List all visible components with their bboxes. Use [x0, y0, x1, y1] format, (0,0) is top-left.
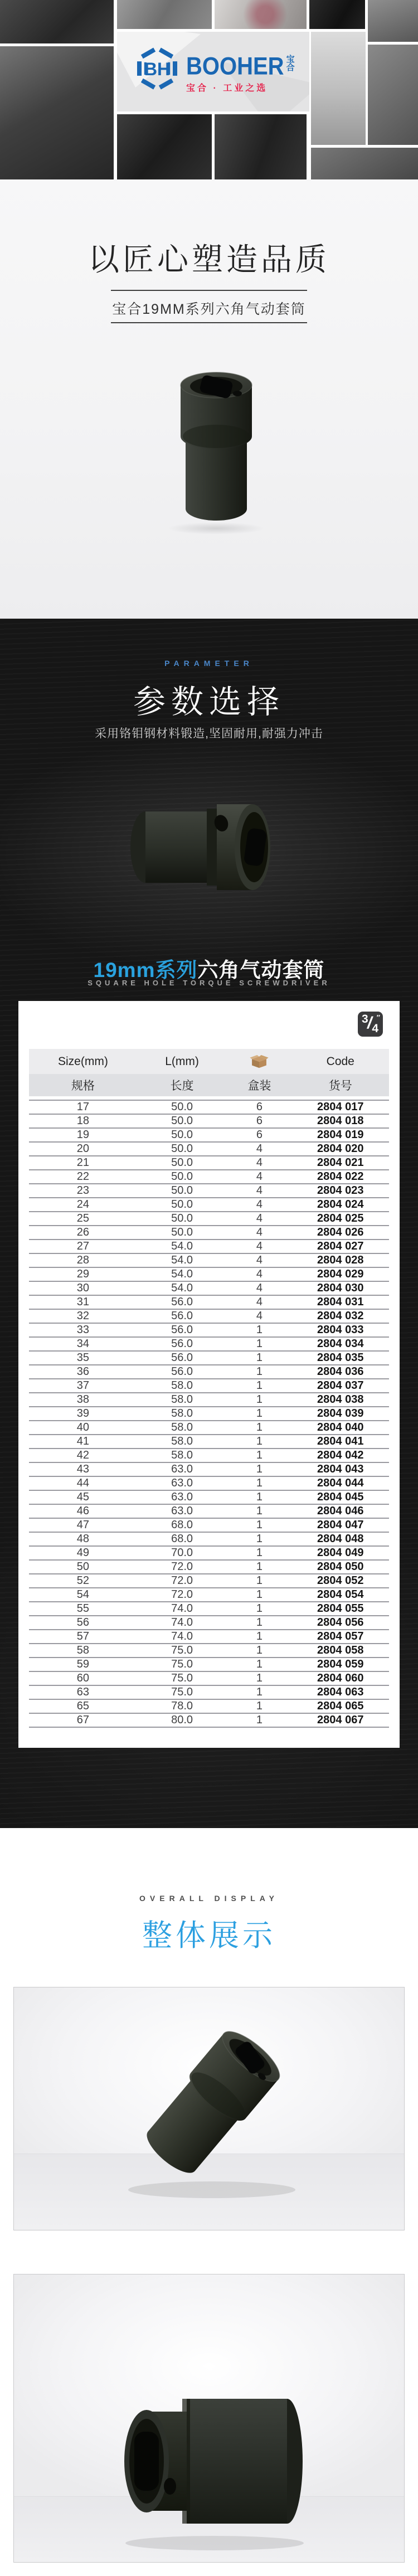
cell-qty: 4	[256, 1254, 263, 1266]
badge-slash: /	[367, 1014, 372, 1032]
cell-size: 49	[76, 1547, 90, 1559]
cell-qty: 1	[256, 1393, 263, 1406]
cell-code: 2804 065	[317, 1700, 364, 1712]
cell-size: 30	[76, 1282, 90, 1294]
divider-line	[111, 290, 307, 291]
column-header-size: Size(mm)	[57, 1054, 108, 1068]
cell-size: 26	[76, 1226, 90, 1238]
table-row	[29, 1393, 389, 1407]
table-row	[29, 1714, 389, 1728]
section-title: 整体展示	[142, 1919, 276, 1952]
cell-qty: 4	[256, 1282, 263, 1294]
column-header-length-cn: 长度	[170, 1080, 194, 1092]
product-photo-card-tilted	[13, 1987, 405, 2230]
cell-size: 57	[76, 1630, 90, 1642]
cell-code: 2804 023	[317, 1184, 364, 1197]
cell-code: 2804 027	[317, 1240, 364, 1252]
cell-size: 54	[76, 1588, 90, 1601]
booher-hexagon-logo-icon	[135, 45, 179, 92]
cell-code: 2804 050	[317, 1561, 364, 1573]
cell-qty: 1	[256, 1324, 263, 1336]
table-row	[29, 1561, 389, 1574]
table-row	[29, 1686, 389, 1700]
cell-qty: 1	[256, 1714, 263, 1726]
cell-size: 59	[76, 1658, 90, 1670]
table-row	[29, 1156, 389, 1170]
collage-photo	[0, 46, 114, 179]
cell-size: 19	[76, 1129, 90, 1141]
collage-photo	[309, 0, 365, 29]
product-photo-horizontal-socket	[98, 2369, 320, 2553]
cell-code: 2804 055	[317, 1602, 364, 1615]
column-header-code-cn: 货号	[328, 1080, 352, 1092]
cell-length: 56.0	[171, 1310, 193, 1322]
cell-size: 65	[76, 1700, 90, 1712]
cell-qty: 6	[256, 1101, 263, 1113]
cell-code: 2804 032	[317, 1310, 364, 1322]
cell-size: 43	[76, 1463, 90, 1475]
cell-qty: 1	[256, 1588, 263, 1601]
badge-numerator: 3	[362, 1013, 368, 1025]
table-row	[29, 1254, 389, 1268]
cell-code: 2804 060	[317, 1672, 364, 1684]
table-row	[29, 1143, 389, 1156]
collage-photo	[117, 114, 212, 179]
cell-size: 23	[76, 1184, 90, 1197]
cell-code: 2804 034	[317, 1338, 364, 1350]
cell-qty: 1	[256, 1365, 263, 1378]
cell-size: 22	[76, 1170, 90, 1183]
collage-photo	[117, 0, 212, 29]
parameter-section	[0, 619, 418, 1828]
cell-size: 45	[76, 1491, 90, 1503]
table-row	[29, 1588, 389, 1602]
table-row	[29, 1198, 389, 1212]
cell-qty: 1	[256, 1519, 263, 1531]
cell-size: 56	[76, 1616, 90, 1629]
table-header-row-en	[29, 1049, 389, 1074]
cell-length: 70.0	[171, 1547, 193, 1559]
cell-code: 2804 031	[317, 1296, 364, 1308]
table-row	[29, 1672, 389, 1686]
product-photo-card-horizontal	[13, 2274, 405, 2563]
cell-qty: 1	[256, 1644, 263, 1656]
cell-qty: 1	[256, 1561, 263, 1573]
cell-length: 50.0	[171, 1170, 193, 1183]
brand-tagline: 宝合 · 工业之选	[186, 84, 268, 93]
table-row	[29, 1421, 389, 1435]
cell-code: 2804 054	[317, 1588, 364, 1601]
table-row	[29, 1547, 389, 1561]
cell-length: 56.0	[171, 1296, 193, 1308]
cell-qty: 1	[256, 1533, 263, 1545]
table-header-row-cn	[29, 1074, 389, 1096]
cell-size: 39	[76, 1407, 90, 1420]
cell-length: 56.0	[171, 1352, 193, 1364]
cell-size: 33	[76, 1324, 90, 1336]
table-row	[29, 1407, 389, 1421]
table-row	[29, 1435, 389, 1449]
cell-code: 2804 022	[317, 1170, 364, 1183]
cell-qty: 4	[256, 1268, 263, 1280]
table-row	[29, 1184, 389, 1198]
collage-photo	[311, 32, 366, 145]
column-header-code: Code	[326, 1054, 354, 1068]
cell-length: 72.0	[171, 1574, 193, 1587]
cell-code: 2804 041	[317, 1435, 364, 1447]
cell-qty: 1	[256, 1449, 263, 1461]
table-row	[29, 1449, 389, 1463]
cell-qty: 1	[256, 1658, 263, 1670]
cell-size: 47	[76, 1519, 90, 1531]
cell-code: 2804 056	[317, 1616, 364, 1629]
table-row	[29, 1352, 389, 1365]
cell-qty: 1	[256, 1574, 263, 1587]
page-title: 以匠心塑造品质	[88, 242, 330, 277]
cell-code: 2804 043	[317, 1463, 364, 1475]
cell-size: 32	[76, 1310, 90, 1322]
cell-code: 2804 024	[317, 1198, 364, 1211]
table-row	[29, 1338, 389, 1352]
cell-length: 54.0	[171, 1240, 193, 1252]
table-row	[29, 1644, 389, 1658]
cell-length: 63.0	[171, 1463, 193, 1475]
cell-qty: 4	[256, 1240, 263, 1252]
table-row	[29, 1379, 389, 1393]
cell-size: 20	[76, 1143, 90, 1155]
table-row	[29, 1365, 389, 1379]
cell-code: 2804 017	[317, 1101, 364, 1113]
cell-length: 50.0	[171, 1143, 193, 1155]
cell-qty: 4	[256, 1184, 263, 1197]
logo-monogram: BH	[144, 59, 171, 79]
cell-length: 54.0	[171, 1268, 193, 1280]
cell-length: 50.0	[171, 1184, 193, 1197]
cell-code: 2804 025	[317, 1212, 364, 1224]
cell-length: 50.0	[171, 1226, 193, 1238]
cell-code: 2804 059	[317, 1658, 364, 1670]
cell-qty: 4	[256, 1156, 263, 1169]
cell-size: 44	[76, 1477, 90, 1489]
cell-length: 50.0	[171, 1101, 193, 1113]
collage-photo	[311, 148, 418, 179]
hero-section	[0, 179, 418, 619]
cell-size: 60	[76, 1672, 90, 1684]
cell-qty: 4	[256, 1310, 263, 1322]
table-row	[29, 1115, 389, 1129]
table-row	[29, 1129, 389, 1143]
brand-cn-char: 合	[286, 63, 295, 72]
cell-size: 35	[76, 1352, 90, 1364]
table-row	[29, 1310, 389, 1324]
cell-code: 2804 020	[317, 1143, 364, 1155]
cell-qty: 4	[256, 1212, 263, 1224]
cell-length: 56.0	[171, 1324, 193, 1336]
cell-qty: 1	[256, 1700, 263, 1712]
spec-table-rows	[29, 1100, 389, 1728]
spec-table	[29, 1049, 389, 1728]
cell-size: 31	[76, 1296, 90, 1308]
cell-length: 58.0	[171, 1393, 193, 1406]
header-photo-collage	[0, 0, 418, 179]
series-title-highlight: 19mm系列	[93, 959, 198, 981]
column-header-length: L(mm)	[165, 1054, 199, 1068]
cell-code: 2804 058	[317, 1644, 364, 1656]
cell-size: 28	[76, 1254, 90, 1266]
cell-length: 63.0	[171, 1477, 193, 1489]
cell-size: 24	[76, 1198, 90, 1211]
table-row	[29, 1477, 389, 1491]
product-photo-lying-socket	[125, 794, 281, 900]
brand-logo-panel	[117, 32, 309, 111]
table-row	[29, 1519, 389, 1533]
column-header-qty-cn: 盒装	[247, 1080, 271, 1092]
cell-code: 2804 047	[317, 1519, 364, 1531]
cell-code: 2804 037	[317, 1379, 364, 1392]
cell-length: 58.0	[171, 1435, 193, 1447]
collage-photo	[0, 0, 114, 43]
cell-length: 50.0	[171, 1156, 193, 1169]
table-row	[29, 1101, 389, 1115]
cell-length: 80.0	[171, 1714, 193, 1726]
cell-length: 74.0	[171, 1602, 193, 1615]
cell-qty: 6	[256, 1115, 263, 1127]
series-subtitle: SQUARE HOLE TORQUE SCREWDRIVER	[88, 979, 330, 987]
cell-length: 78.0	[171, 1700, 193, 1712]
cell-code: 2804 048	[317, 1533, 364, 1545]
cell-size: 37	[76, 1379, 90, 1392]
cell-code: 2804 063	[317, 1686, 364, 1698]
cell-qty: 4	[256, 1226, 263, 1238]
cell-qty: 1	[256, 1616, 263, 1629]
cell-code: 2804 021	[317, 1156, 364, 1169]
cell-code: 2804 049	[317, 1547, 364, 1559]
cell-length: 68.0	[171, 1533, 193, 1545]
table-row	[29, 1226, 389, 1240]
cell-size: 50	[76, 1561, 90, 1573]
table-row	[29, 1268, 389, 1282]
cell-qty: 1	[256, 1352, 263, 1364]
cell-length: 75.0	[171, 1658, 193, 1670]
cell-length: 74.0	[171, 1616, 193, 1629]
collage-photo	[215, 0, 307, 29]
cell-code: 2804 030	[317, 1282, 364, 1294]
column-header-size-cn: 规格	[71, 1080, 95, 1092]
cell-qty: 1	[256, 1477, 263, 1489]
cell-code: 2804 029	[317, 1268, 364, 1280]
overall-display-section	[0, 1828, 418, 2576]
column-header-qty	[227, 1054, 291, 1068]
cell-length: 58.0	[171, 1449, 193, 1461]
cell-code: 2804 067	[317, 1714, 364, 1726]
table-row	[29, 1602, 389, 1616]
cell-code: 2804 039	[317, 1407, 364, 1420]
cell-size: 48	[76, 1533, 90, 1545]
cell-size: 27	[76, 1240, 90, 1252]
cell-qty: 4	[256, 1143, 263, 1155]
cell-code: 2804 044	[317, 1477, 364, 1489]
cell-length: 56.0	[171, 1365, 193, 1378]
cell-length: 58.0	[171, 1379, 193, 1392]
cell-length: 72.0	[171, 1588, 193, 1601]
cell-qty: 6	[256, 1129, 263, 1141]
table-row	[29, 1240, 389, 1254]
cell-length: 58.0	[171, 1421, 193, 1433]
cell-size: 36	[76, 1365, 90, 1378]
cell-code: 2804 038	[317, 1393, 364, 1406]
cell-code: 2804 036	[317, 1365, 364, 1378]
table-row	[29, 1574, 389, 1588]
cell-length: 75.0	[171, 1686, 193, 1698]
cell-size: 41	[76, 1435, 90, 1447]
table-row	[29, 1533, 389, 1547]
cell-size: 46	[76, 1505, 90, 1517]
cell-size: 18	[76, 1115, 90, 1127]
cell-qty: 1	[256, 1338, 263, 1350]
cell-qty: 1	[256, 1547, 263, 1559]
table-row	[29, 1463, 389, 1477]
page-subtitle: 宝合19MM系列六角气动套筒	[112, 302, 306, 317]
cell-size: 34	[76, 1338, 90, 1350]
series-title-rest: 六角气动套筒	[197, 959, 325, 981]
cell-qty: 1	[256, 1505, 263, 1517]
cell-size: 38	[76, 1393, 90, 1406]
cell-qty: 1	[256, 1435, 263, 1447]
cell-size: 63	[76, 1686, 90, 1698]
product-photo-tilted-socket	[103, 2003, 320, 2204]
collage-photo	[368, 45, 418, 145]
cell-code: 2804 046	[317, 1505, 364, 1517]
cell-size: 42	[76, 1449, 90, 1461]
cell-qty: 1	[256, 1686, 263, 1698]
cell-code: 2804 040	[317, 1421, 364, 1433]
brand-cn-char: 宝	[286, 55, 295, 64]
table-row	[29, 1658, 389, 1672]
cell-qty: 4	[256, 1198, 263, 1211]
cell-code: 2804 045	[317, 1491, 364, 1503]
cell-length: 72.0	[171, 1561, 193, 1573]
cell-code: 2804 057	[317, 1630, 364, 1642]
box-icon	[250, 1055, 269, 1068]
cell-qty: 1	[256, 1630, 263, 1642]
cell-length: 63.0	[171, 1505, 193, 1517]
spec-card	[18, 1001, 400, 1748]
cell-qty: 1	[256, 1421, 263, 1433]
cell-code: 2804 042	[317, 1449, 364, 1461]
cell-code: 2804 052	[317, 1574, 364, 1587]
table-row	[29, 1616, 389, 1630]
section-eyebrow: OVERALL DISPLAY	[139, 1894, 279, 1903]
cell-code: 2804 026	[317, 1226, 364, 1238]
table-row	[29, 1630, 389, 1644]
cell-length: 75.0	[171, 1644, 193, 1656]
cell-qty: 1	[256, 1379, 263, 1392]
table-row	[29, 1505, 389, 1519]
cell-qty: 4	[256, 1296, 263, 1308]
cell-size: 17	[76, 1101, 90, 1113]
section-title: 参数选择	[133, 684, 285, 720]
divider-line	[111, 322, 307, 323]
table-row	[29, 1282, 389, 1296]
cell-length: 54.0	[171, 1282, 193, 1294]
cell-code: 2804 028	[317, 1254, 364, 1266]
table-row	[29, 1296, 389, 1310]
cell-size: 40	[76, 1421, 90, 1433]
cell-size: 52	[76, 1574, 90, 1587]
product-photo-standing-socket	[158, 361, 272, 528]
cell-size: 58	[76, 1644, 90, 1656]
cell-size: 21	[76, 1156, 90, 1169]
badge-inch-mark: ″	[376, 1013, 380, 1022]
cell-size: 67	[76, 1714, 90, 1726]
cell-size: 55	[76, 1602, 90, 1615]
cell-size: 29	[76, 1268, 90, 1280]
brand-name-cn	[286, 55, 295, 72]
cell-code: 2804 019	[317, 1129, 364, 1141]
badge-denominator: 4	[372, 1022, 378, 1035]
cell-qty: 4	[256, 1170, 263, 1183]
cell-length: 58.0	[171, 1407, 193, 1420]
collage-photo	[215, 114, 307, 179]
cell-qty: 1	[256, 1491, 263, 1503]
cell-qty: 1	[256, 1602, 263, 1615]
table-row	[29, 1491, 389, 1505]
cell-size: 25	[76, 1212, 90, 1224]
cell-length: 75.0	[171, 1672, 193, 1684]
cell-code: 2804 018	[317, 1115, 364, 1127]
cell-length: 56.0	[171, 1338, 193, 1350]
table-row	[29, 1324, 389, 1338]
table-row	[29, 1212, 389, 1226]
cell-length: 63.0	[171, 1491, 193, 1503]
drive-size-badge	[358, 1012, 383, 1037]
cell-code: 2804 033	[317, 1324, 364, 1336]
brand-name: BOOHER	[186, 52, 284, 80]
cell-qty: 1	[256, 1463, 263, 1475]
cell-length: 50.0	[171, 1198, 193, 1211]
cell-qty: 1	[256, 1672, 263, 1684]
section-eyebrow: PARAMETER	[164, 659, 254, 668]
cell-length: 68.0	[171, 1519, 193, 1531]
table-row	[29, 1700, 389, 1714]
section-description: 采用铬钼钢材料锻造,坚固耐用,耐强力冲击	[95, 727, 323, 740]
cell-code: 2804 035	[317, 1352, 364, 1364]
cell-length: 50.0	[171, 1212, 193, 1224]
cell-length: 74.0	[171, 1630, 193, 1642]
cell-length: 54.0	[171, 1254, 193, 1266]
cell-length: 50.0	[171, 1129, 193, 1141]
table-row	[29, 1170, 389, 1184]
cell-qty: 1	[256, 1407, 263, 1420]
cell-length: 50.0	[171, 1115, 193, 1127]
collage-photo	[368, 0, 418, 42]
